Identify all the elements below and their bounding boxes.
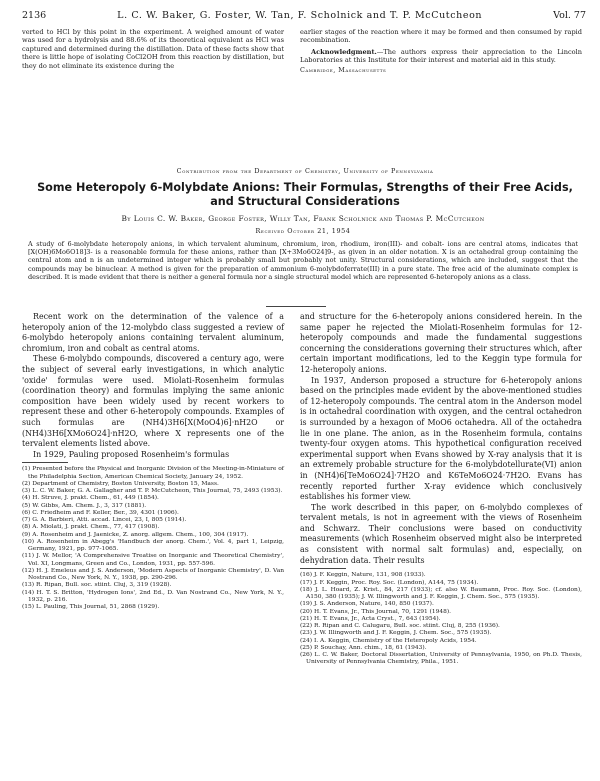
footnote: (6) C. Friedheim and F. Keller, Ber., 39, 4301 (1906).: [22, 509, 179, 516]
footnote: (10) A. Rosenheim in Abegg's 'Handbuch der anorg. Chem.', Vol. 4, part 1, Leipzig, Germany, 1921, pp. 977-1065.: [22, 538, 284, 553]
article-title: Some Heteropoly 6-Molybdate Anions: Their Formulas, Strengths of their Free Acids, and Structural Considerations: [37, 181, 573, 208]
body-right-column: [300, 312, 582, 667]
acknowledgment-heading: Acknowledgment.: [311, 47, 377, 56]
footnote: (22) R. Ripan and C. Calugaru, Bull. soc. stiint. Cluj, 8, 255 (1936).: [300, 623, 500, 629]
paragraph: The work described in this paper, on 6-molybdo complexes of tervalent metals, is not in agreement with the views of Rosenheim and Schwarz. Their conclusions were based on conductivity measurements (which Rosenheim observed might also be interpreted as consistent with normal salt formulas) and, especially, on dehydration data. Their results: [300, 502, 582, 565]
volume-number: Vol. 77: [553, 10, 586, 21]
previous-article-right-column: [300, 28, 582, 74]
footnote: (14) H. T. S. Britton, 'Hydrogen Ions', 2nd Ed., D. Van Nostrand Co., New York, N. Y., 1932, p. 216.: [22, 589, 284, 603]
footnote: (24) I. A. Keggin, Chemistry of the Heteropoly Acids, 1954.: [300, 637, 477, 644]
body-left-column: [22, 312, 284, 611]
footnote: (16) J. F. Keggin, Nature, 131, 908 (1933).: [300, 572, 426, 579]
received-date: Received October 21, 1954: [255, 227, 351, 235]
abstract-divider: [266, 306, 326, 307]
previous-article-ending: earlier stages of the reaction where it may be formed and then consumed by rapid recombination.: [300, 28, 582, 45]
city-line: Cambridge, Massachusetts: [300, 65, 387, 74]
footnote: (13) R. Ripan, Bull. soc. stiint. Cluj, 3, 319 (1928).: [22, 582, 172, 589]
footnote: (12) H. J. Emeleus and J. S. Anderson, 'Modern Aspects of Inorganic Chemistry', D. Van Nostrand Co., New York, N. Y., 1938, pp. 290-296.: [22, 567, 284, 582]
footnote: (9) A. Rosenheim and J. Jaenicke, Z. anorg. allgem. Chem., 100, 304 (1917).: [22, 531, 249, 538]
footnote: (7) G. A. Barbieri, Atti. accad. Lincei, 23, I, 805 (1914).: [22, 517, 187, 524]
footnote: (23) J. W. Illingworth and J. F. Keggin, J. Chem. Soc., 575 (1935).: [300, 630, 492, 637]
acknowledgment-text: —The authors express their appreciation to the Lincoln Laboratories at this Institute for their interest and material aid in this study.: [300, 47, 582, 65]
footnote: (18) J. L. Hoard, Z. Krist., 84, 217 (1933); cf. also W. Baumann, Proc. Roy. Soc. (London), A150, 380 (1935); J. W. Illingworth and J. F. Keggin, J. Chem. Soc., 575 (1935).: [300, 586, 582, 600]
footnote: (25) P. Souchay, Ann. chim., 18, 61 (1943).: [300, 644, 427, 651]
paragraph: These 6-molybdo compounds, discovered a century ago, were the subject of several early investigations, in which analytic 'oxide' formulas were used. Miolati-Rosenheim formulas (coordination theory) and formulas implying the same anionic composition have been widely used by recent workers to represent these and other 6-heteropoly compounds. Examples of such formulas are (NH4)3H6[X(MoO4)6]·nH2O or (NH4)3H6[XMo6O24]·nH2O, where X represents one of the tervalent elements listed above.: [22, 354, 284, 449]
previous-article-left-column: [22, 28, 284, 70]
page-number: 2136: [22, 10, 47, 21]
footnote: (19) J. S. Anderson, Nature, 140, 850 (1937).: [300, 601, 434, 608]
footnotes-left: [22, 466, 284, 611]
footnote: (4) H. Struve, J. prakt. Chem., 61, 449 (1854).: [22, 495, 159, 502]
running-header-authors: L. C. W. Baker, G. Foster, W. Tan, F. Scholnick and T. P. McCutcheon: [117, 10, 483, 21]
footnote: (20) H. T. Evans, Jr., This Journal, 70, 1291 (1948).: [300, 608, 452, 615]
footnote: (26) L. C. W. Baker, Doctoral Dissertation, University of Pennsylvania, 1950, on Ph.D. Thesis, University of Pennsylvania Chemistry, Phila., 1951.: [300, 652, 582, 666]
running-header: [22, 10, 586, 24]
footnote: (5) W. Gibbs, Am. Chem. J., 3, 317 (1881).: [22, 502, 147, 509]
article-byline: By Louis C. W. Baker, George Foster, Willy Tan, Frank Scholnick and Thomas P. McCutcheon: [121, 214, 485, 223]
footnote: (2) Department of Chemistry, Boston University, Boston 15, Mass.: [22, 480, 219, 487]
previous-article-text: verted to HCl by this point in the experiment. A weighed amount of water was used for a hydrolysis and 88.6% of its theoretical equivalent as HCl was captured and determined during the distillation. Data of these facts show that there is little hope of isolating CoCl2OH from this reaction by distillation, but they do not eliminate its existence during the: [22, 28, 284, 70]
footnote: (15) L. Pauling, This Journal, 51, 2868 (1929).: [22, 604, 160, 611]
footnotes-right: [300, 572, 582, 666]
footnote: (1) Presented before the Physical and Inorganic Division of the Meeting-in-Miniature of the Philadelphia Section, American Chemical Society, January 24, 1952.: [22, 466, 284, 480]
paragraph: and structure for the 6-heteropoly anions considered herein. In the same paper he rejected the Miolati-Rosenheim formulas for 12-heteropoly compounds and made the fundamental suggestions concerning the considerations governing their structures which, after certain important modifications, led to the Keggin type formula for 12-heteropoly anions.: [300, 312, 582, 374]
footnote-divider: [300, 568, 346, 569]
footnote: (17) J. F. Keggin, Proc. Roy. Soc. (London), A144, 75 (1934).: [300, 579, 479, 586]
footnote: (3) L. C. W. Baker, G. A. Gallagher and T. P. McCutcheon, This Journal, 75, 2493 (1953).: [22, 488, 283, 495]
footnote: (8) A. Miolati, J. prakt. Chem., 77, 417 (1908).: [22, 524, 160, 531]
paragraph: Recent work on the determination of the valence of a heteropoly anion of the 12-molybdo class suggested a review of 6-molybdo heteropoly anions containing tervalent aluminum, chromium, iron and cobalt as central atoms.: [22, 312, 284, 353]
footnote: (21) H. T. Evans, Jr., Acta Cryst., 7, 643 (1954).: [300, 615, 441, 622]
paragraph: In 1937, Anderson proposed a structure for 6-heteropoly anions based on the principles made evident by the above-mentioned studies of 12-heteropoly compounds. The central atom in the Anderson model is in octahedral coordination with oxygen, and the central octahedron is surrounded by a hexagon of MoO6 octahedra. All of the octahedra lie in one plane. The anion, as in the Rosenheim formula, contains twenty-four oxygen atoms. This hypothetical configuration received experimental support when Evans showed by X-ray analysis that it is an extremely probable structure for the 6-molybdotellurate(VI) anion in (NH4)6[TeMo6O24]·7H2O and K6TeMo6O24·7H2O. Evans has recently reported further X-ray evidence which conclusively establishes his former view.: [300, 375, 582, 502]
paragraph: In 1929, Pauling proposed Rosenheim's formulas: [33, 449, 230, 459]
acknowledgment: [300, 48, 582, 65]
contribution-line: Contribution from the Department of Chemistry, University of Pennsylvania: [176, 167, 434, 175]
footnote: (11) J. W. Mellor, 'A Comprehensive Treatise on Inorganic and Theoretical Chemistry', Vol. XI, Longmans, Green and Co., London, 1931, pp. 557-596.: [22, 553, 284, 567]
footnote-divider: [22, 462, 68, 463]
abstract: A study of 6-molybdate heteropoly anions, in which tervalent aluminum, chromium, iron, rhodium, iron(III)- and cobalt- ions are central atoms, indicates that [X(OH)6Mo6O18]3- is a reasonable formula for these anions, rather than [X+3Mo6O24]9-, as given in an older notation. X is an octahedral group containing the central atom and n is an undetermined integer which is probably small but probably not unity. Structural considerations, which are included, suggest that the compounds may be binuclear. A method is given for the preparation of ammonium 6-molybdoferrate(III) in a pure state. The free acid of the aluminate complex is described. It is made evident that there is neither a general formula nor a single structural model which are represented 6-heteropoly anions as a class.: [28, 240, 578, 281]
